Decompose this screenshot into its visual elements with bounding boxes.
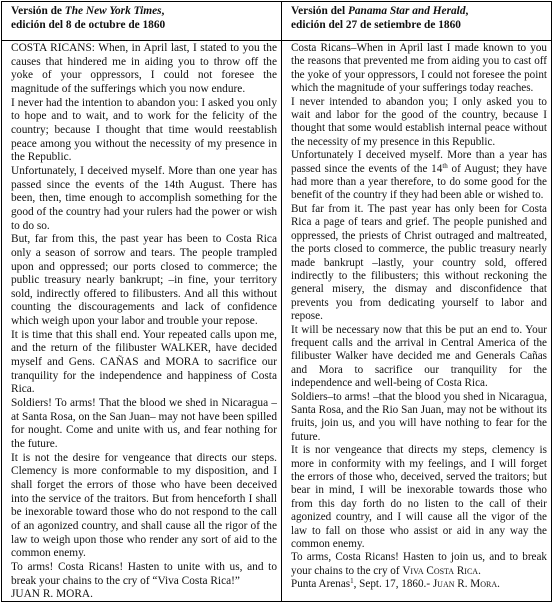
- rallying-cry: Viva Costa Rica: [402, 564, 479, 577]
- column-divider: [281, 1, 282, 602]
- nyt-header-line-2: edición del 8 de octubre de 1860: [11, 18, 166, 31]
- text-run: .: [497, 578, 500, 591]
- star-header-line-2: edición del 27 de setiembre de 1860: [291, 18, 461, 31]
- signature-name: Juan R. Mora: [432, 578, 498, 591]
- signature: [291, 578, 547, 591]
- paragraph: I never had the intention to abandon you: I asked you only to hope and to wait, and to work for the felicity of the country; because I thought that time would reestablish peace among you without the necessity of my presence in the Republic.: [11, 96, 277, 164]
- paragraph: It is not the desire for vengeance that directs our steps. Clemency is more conformable to my disposition, and I shall forget the errors of those who have been deceived into the service of the traitors. But from henceforth I shall be inexorable toward those who do not respond to the call of an agonized country, and shall cause all the rigor of the law to weigh upon those who render any sort of aid to the common enemy.: [11, 451, 277, 560]
- paragraph: [291, 149, 547, 203]
- nyt-header-line-1: [11, 5, 277, 19]
- header-divider: [1, 40, 552, 41]
- nyt-version-header: [11, 5, 277, 39]
- paragraph: It is nor vengeance that directs my steps, clemency is more in conformity with my feelings, and I will forget the errors of those who, deceived, served the traitors; but bear in mind, I will be inexorable towards those who from this day forth do no listen to the call of their agonized country, and I will cause all the vigor of the law to fall on those who assist or aid in any way the common enemy.: [291, 444, 547, 551]
- paragraph: Soldiers–to arms! –that the blood you shed in Nicaragua, Santa Rosa, and the Rio San Juan, may not be without its fruits, join us, and you will have nothing to fear for the future.: [291, 390, 547, 443]
- paragraph: I never intended to abandon you; I only asked you to wait and labor for the good of the country, because I thought that some would establish internal peace without the necessity of my presence in this Republic.: [291, 95, 547, 148]
- paragraph: Unfortunately, I deceived myself. More than one year has passed since the events of the 14th August. There has been, then, time enough to accomplish something for the good of the country had your rulers had the power or wish to do so.: [11, 164, 277, 232]
- paragraph: It will be necessary now that this be put an end to. Your frequent calls and the arrival in Central America of the filibuster Walker have decided me and Generals Cañas and Mora to sacrifice our tranquility for the independence and well-being of Costa Rica.: [291, 323, 547, 390]
- star-herald-proclamation-text: [291, 42, 547, 602]
- nyt-source-name: The New York Times: [64, 5, 162, 17]
- signature: JUAN R. MORA.: [11, 588, 93, 601]
- nyt-proclamation-text: [11, 42, 277, 602]
- table-border-top: [1, 1, 552, 2]
- paragraph: [291, 551, 547, 578]
- star-header-line-1: [291, 5, 547, 19]
- star-source-name: Panama Star and Herald: [347, 5, 466, 17]
- star-header-prefix: Versión del: [291, 5, 348, 17]
- paragraph: But, far from this, the past year has been to Costa Rica only a season of sorrow and tears. The people trampled upon and oppressed; our ports closed to commerce; the public treasury nearly bankrupt; –in fine, your territory sold, indirectly offered to filibusters. And all this without counting the discouragements and lack of confidence which weigh upon your labor and trouble your repose.: [11, 233, 277, 328]
- table-border-left: [1, 1, 2, 602]
- paragraph: But far from it. The past year has only been for Costa Rica a page of tears and grief. The people punished and oppressed, the priests of Christ outraged and maltreated, the ports closed to commerce, the public treasury nearly made bankrupt –lastly, your country sold, offered indirectly to the filibusters; this without reckoning the general misery, the dismay and disconfidence that prevents you from dedicating yourself to labor and repose.: [291, 202, 547, 323]
- text-run: .: [478, 564, 481, 577]
- text-run: of August; they have had more than a year therefore, to do some good for the benefit of the country if they had been able or wished to.: [291, 162, 547, 202]
- signature-date: , Sept. 17, 1860.-: [353, 578, 433, 591]
- star-header-suffix: ,: [465, 5, 469, 17]
- paragraph: To arms! Costa Ricans! Hasten to unite with us, and to break your chains to the cry of “Viva Costa Rica!”: [11, 560, 277, 587]
- paragraph: Costa Ricans–When in April last I made known to you the reasons that prevented me from aiding you to cast off the yoke of your oppressors, I could not foresee the point which the magnitude of your sufferings today reaches.: [291, 42, 547, 95]
- text-run: To arms, Costa Ricans! Hasten to join us, and to break your chains to the cry of: [291, 551, 547, 577]
- table-border-right: [551, 1, 552, 602]
- comparison-table: [1, 1, 552, 602]
- star-herald-version-header: [291, 5, 547, 39]
- nyt-header-prefix: Versión de: [11, 5, 65, 17]
- ordinal-suffix: th: [442, 161, 448, 170]
- text-run: Unfortunately I deceived myself. More than a year has passed since the events of the 14: [291, 149, 547, 175]
- paragraph: Soldiers! To arms! That the blood we shed in Nicaragua –at Santa Rosa, on the San Juan– may not have been spilled for nought. Come and unite with us, and fear nothing for the future.: [11, 397, 277, 451]
- footnote-marker: 1: [350, 577, 354, 586]
- nyt-header-suffix: ,: [161, 5, 165, 17]
- signature-place: Punta Arenas: [291, 578, 351, 591]
- paragraph: COSTA RICANS: When, in April last, I stated to you the causes that hindered me in aiding you to throw off the yoke of your oppressors, I could not foresee the magnitude of the sufferings which you now endure.: [11, 42, 277, 95]
- paragraph: It is time that this shall end. Your repeated calls upon me, and the return of the filibuster WALKER, have decided myself and Gens. CAÑAS and MORA to sacrifice our tranquility for the independence and happiness of Costa Rica.: [11, 328, 277, 396]
